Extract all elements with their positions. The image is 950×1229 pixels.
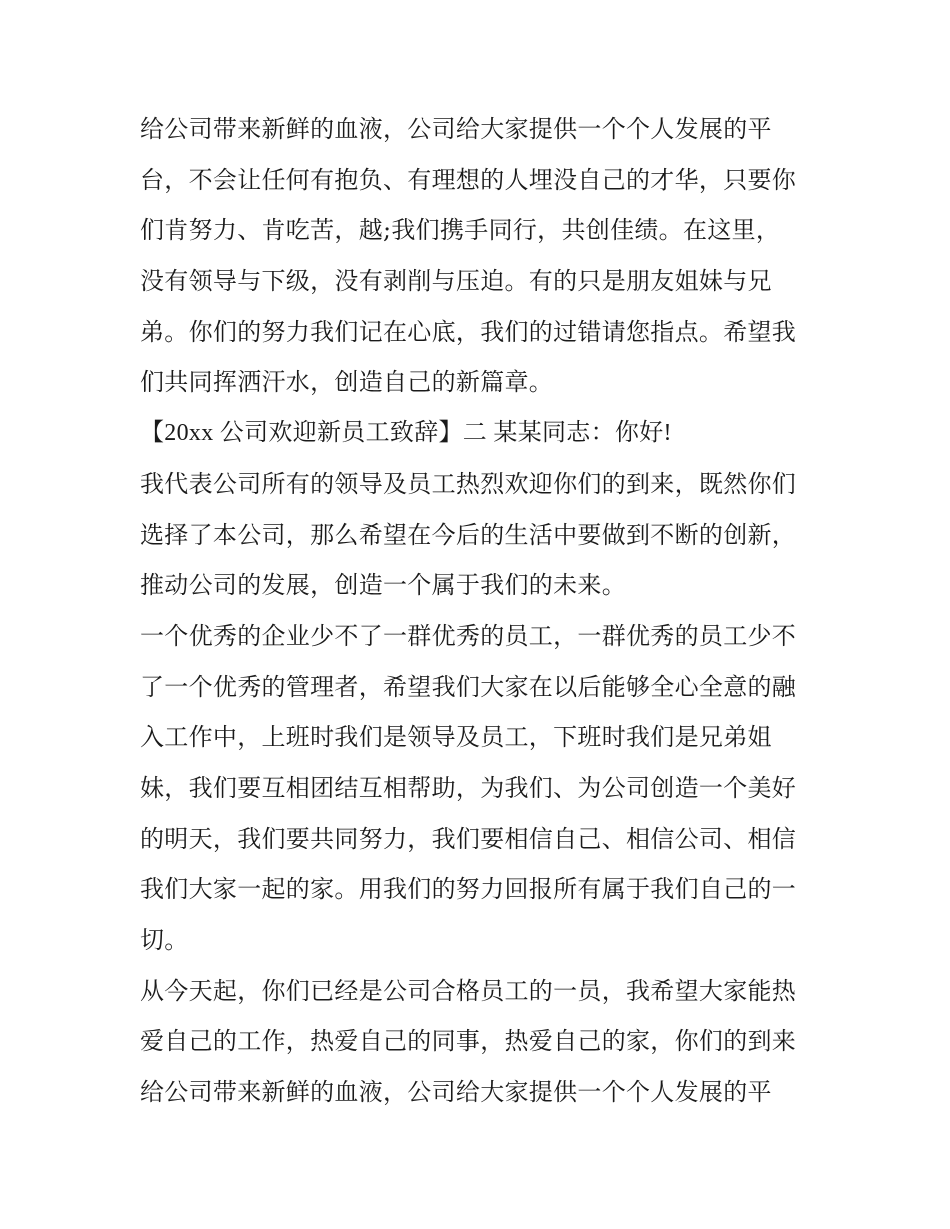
text-line: 的明天，我们要共同努力，我们要相信自己、相信公司、相信 bbox=[140, 824, 797, 853]
text-line: 没有领导与下级，没有剥削与压迫。有的只是朋友姐妹与兄 bbox=[140, 267, 772, 296]
text-line: 台，不会让任何有抱负、有理想的人埋没自己的才华，只要你 bbox=[140, 165, 797, 194]
text-line: 切。 bbox=[140, 926, 189, 954]
text-line: 爱自己的工作，热爱自己的同事，热爱自己的家，你们的到来 bbox=[140, 1027, 797, 1056]
text-line: 我代表公司所有的领导及员工热烈欢迎你们的到来，既然你们 bbox=[140, 469, 797, 498]
text-line: 一个优秀的企业少不了一群优秀的员工，一群优秀的员工少不 bbox=[140, 621, 797, 650]
text-line: 选择了本公司，那么希望在今后的生活中要做到不断的创新， bbox=[140, 520, 797, 549]
section-heading: 【20xx 公司欢迎新员工致辞】二 某某同志：你好! bbox=[140, 420, 672, 447]
text-line: 推动公司的发展，创造一个属于我们的未来。 bbox=[140, 571, 626, 600]
text-line: 妹，我们要互相团结互相帮助，为我们、为公司创造一个美好 bbox=[140, 773, 797, 802]
text-line: 们肯努力、肯吃苦，越;我们携手同行，共创佳绩。在这里， bbox=[140, 216, 781, 245]
text-line: 了一个优秀的管理者，希望我们大家在以后能够全心全意的融 bbox=[140, 672, 797, 701]
text-line: 弟。你们的努力我们记在心底，我们的过错请您指点。希望我 bbox=[140, 317, 797, 346]
text-line: 入工作中，上班时我们是领导及员工，下班时我们是兄弟姐 bbox=[140, 723, 772, 752]
text-line: 们共同挥洒汗水，创造自己的新篇章。 bbox=[140, 368, 554, 397]
text-line: 给公司带来新鲜的血液，公司给大家提供一个个人发展的平 bbox=[140, 1078, 772, 1107]
text-line: 我们大家一起的家。用我们的努力回报所有属于我们自己的一 bbox=[140, 875, 797, 904]
document-body bbox=[140, 104, 820, 1118]
text-line: 给公司带来新鲜的血液，公司给大家提供一个个人发展的平 bbox=[140, 115, 772, 143]
text-line: 从今天起，你们已经是公司合格员工的一员，我希望大家能热 bbox=[140, 976, 797, 1005]
